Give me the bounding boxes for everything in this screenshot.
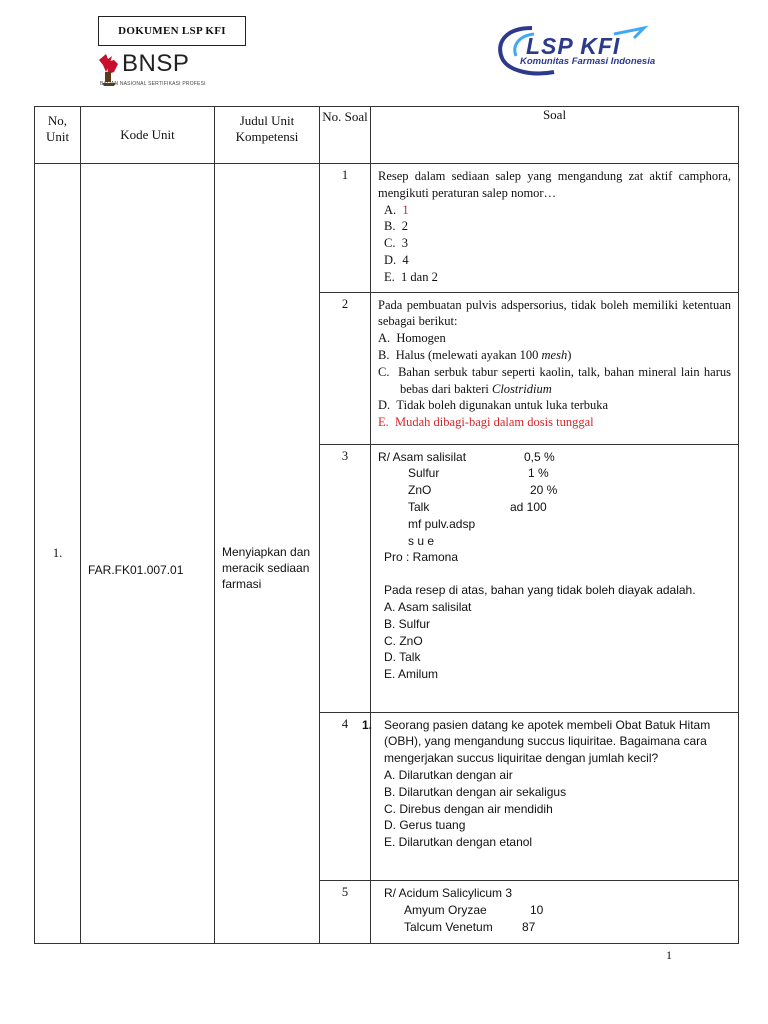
option-a: A. Homogen xyxy=(378,331,446,346)
competency-question-table xyxy=(34,106,739,944)
option-a: A. 1 xyxy=(384,202,409,217)
recipe-line: R/ Asam salisilat 0,5 % xyxy=(378,449,555,464)
option-d: D. Talk xyxy=(384,650,421,665)
recipe-line: Amyum Oryzae 10 xyxy=(404,902,544,917)
question-number: 5 xyxy=(320,880,371,943)
option-e: E. Amilum xyxy=(384,667,439,682)
list-marker: 1. xyxy=(362,717,373,732)
option-d: D. Tidak boleh digunakan untuk luka terbuka xyxy=(378,398,609,413)
recipe-line: R/ Acidum Salicylicum 3 xyxy=(384,885,513,900)
option-e: E. Dilarutkan dengan etanol xyxy=(384,835,533,850)
option-c: C. Direbus dengan air mendidih xyxy=(384,801,553,816)
unit-code: FAR.FK01.007.01 xyxy=(81,164,215,944)
kfi-subtitle: Komunitas Farmasi Indonesia xyxy=(520,56,656,67)
question-3 xyxy=(371,444,739,712)
table-header-row xyxy=(35,107,739,164)
recipe-line: ZnO 20 % xyxy=(408,483,558,498)
question-text: Resep dalam sediaan salep yang mengandung zat aktif camphora, mengikuti peraturan salep nomor… xyxy=(378,169,731,200)
question-4 xyxy=(362,712,739,880)
unit-title: Menyiapkan dan meracik sediaan farmasi xyxy=(215,164,320,944)
option-d: D. 4 xyxy=(384,252,409,267)
question-number: 1 xyxy=(320,164,371,293)
option-b: B. Dilarutkan dengan air sekaligus xyxy=(384,784,567,799)
header-no-unit: No, Unit xyxy=(35,107,81,164)
question-2 xyxy=(371,292,739,444)
question-text: Seorang pasien datang ke apotek membeli Obat Batuk Hitam (OBH), yang mengandung succus liquiritae. Bagaimana cara mengerjakan succus liquiritae dengan jumlah kecil? xyxy=(384,717,711,766)
option-d: D. Gerus tuang xyxy=(384,818,466,833)
option-a: A. Asam salisilat xyxy=(384,599,472,614)
page-number: 1 xyxy=(666,948,672,962)
header-no-soal: No. Soal xyxy=(320,107,371,164)
question-text: Pada pembuatan pulvis adspersorius, tidak boleh memiliki ketentuan sebagai berikut: xyxy=(378,297,731,329)
header-judul-unit: Judul Unit Kompetensi xyxy=(215,107,320,164)
recipe-line: Talk ad 100 xyxy=(408,499,547,514)
header-soal: Soal xyxy=(371,107,739,164)
option-c: C. ZnO xyxy=(384,633,423,648)
patient-name: Pro : Ramona xyxy=(384,550,459,565)
bnsp-subtitle: BADAN NASIONAL SERTIFIKASI PROFESI xyxy=(100,81,206,87)
kfi-logo-text: LSP KFI xyxy=(526,33,621,59)
option-a: A. Dilarutkan dengan air xyxy=(384,767,513,782)
answer-key: 1 xyxy=(402,202,409,217)
option-c: C. 3 xyxy=(384,236,408,251)
option-b: B. Halus (melewati ayakan 100 mesh) xyxy=(378,347,572,362)
table-row xyxy=(35,164,739,293)
question-number: 3 xyxy=(320,444,371,712)
unit-number: 1. xyxy=(35,164,81,944)
document-label: DOKUMEN LSP KFI xyxy=(98,16,246,46)
recipe-line: Sulfur 1 % xyxy=(408,466,549,481)
option-b: B. 2 xyxy=(384,219,408,234)
recipe-line: mf pulv.adsp xyxy=(408,516,476,531)
question-number: 2 xyxy=(320,292,371,444)
header-kode-unit: Kode Unit xyxy=(81,107,215,164)
question-text: Pada resep di atas, bahan yang tidak boleh diayak adalah. xyxy=(384,583,696,598)
recipe-line: Talcum Venetum 87 xyxy=(404,919,536,934)
recipe-line: s u e xyxy=(408,533,435,548)
question-number: 4 xyxy=(320,712,371,880)
option-e: E. 1 dan 2 xyxy=(384,269,438,284)
option-e-answer-key: E. Mudah dibagi-bagi dalam dosis tunggal xyxy=(378,415,594,430)
option-c: C. Bahan serbuk tabur seperti kaolin, talk, bahan mineral lain harus bebas dari bakteri Clostridium xyxy=(378,364,732,396)
question-1 xyxy=(371,164,739,293)
recipe xyxy=(378,449,731,567)
option-b: B. Sulfur xyxy=(384,616,431,631)
question-5 xyxy=(371,880,739,943)
bnsp-logo-text: BNSP xyxy=(122,50,190,77)
